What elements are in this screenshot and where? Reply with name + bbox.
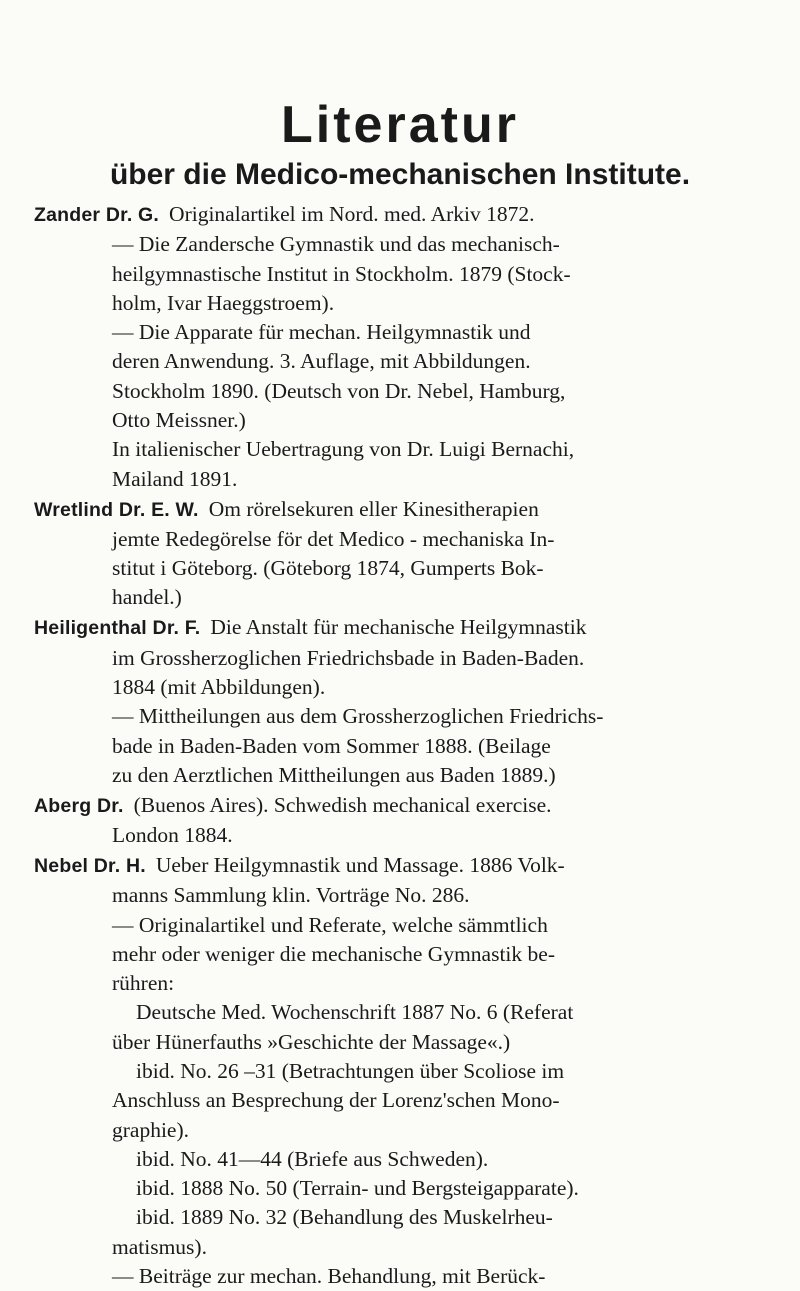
entry-line: — Die Zandersche Gymnastik und das mechanisch- [112,232,560,257]
entry-line: ibid. No. 41—44 (Briefe aus Schweden). [136,1146,489,1171]
entry-line: Deutsche Med. Wochenschrift 1887 No. 6 (Referat [136,1000,574,1025]
entry-line: holm, Ivar Haeggstroem). [112,290,335,315]
entry-text: Om rörelsekuren eller Kinesitherapien [208,496,539,521]
entry-text: Originalartikel im Nord. med. Arkiv 1872. [169,202,535,226]
entry-line: — Originalartikel und Referate, welche sämmtlich [112,912,548,937]
entry-line: Mailand 1891. [112,466,238,491]
entry-line: mehr oder weniger die mechanische Gymnastik be- [112,941,555,966]
entry-line: — Die Apparate für mechan. Heilgymnastik und [112,320,531,345]
entry-line: über Hünerfauths »Geschichte der Massage«.) [112,1029,511,1054]
entry-author: Heiligenthal Dr. F. [34,617,201,640]
bibliography-entry-nebel [34,851,774,1291]
bibliography-entry-zander [34,200,774,494]
entry-author: Nebel Dr. H. [34,854,146,877]
entry-line: handel.) [112,585,182,610]
entry-line: 1884 (mit Abbildungen). [112,674,326,699]
entry-author: Wretlind Dr. E. W. [34,498,199,521]
entry-line: — Beiträge zur mechan. Behandlung, mit Berück- [112,1264,546,1289]
bibliography-entry-heiligenthal [34,613,774,790]
entry-line [34,495,774,525]
entry-line: deren Anwendung. 3. Auflage, mit Abbildungen. [112,349,531,374]
entry-line: matismus). [112,1234,207,1259]
entry-line: bade in Baden-Baden vom Sommer 1888. (Beilage [112,733,551,758]
entry-author: Zander Dr. G. [34,204,160,226]
entry-line: jemte Redegörelse för det Medico - mechaniska In- [112,526,555,551]
bibliography-entry-wretlind [34,495,774,613]
page-title: Literatur [281,96,519,154]
entry-text: (Buenos Aires). Schwedish mechanical exercise. [133,792,552,817]
entry-text: Ueber Heilgymnastik und Massage. 1886 Volk- [155,852,565,877]
entry-line: London 1884. [112,823,233,848]
entry-line [34,791,774,821]
entry-line: heilgymnastische Institut in Stockholm. 1879 (Stock- [112,261,571,286]
bibliography-entry-aberg [34,791,774,851]
entry-line: ibid. No. 26 –31 (Betrachtungen über Scoliose im [136,1058,565,1083]
entry-line: In italienischer Uebertragung von Dr. Luigi Bernachi, [112,437,575,462]
entry-line: graphie). [112,1117,190,1142]
bibliography-list [34,200,774,1291]
entry-line: — Mittheilungen aus dem Grossherzoglichen Friedrichs- [112,704,604,729]
page-subtitle: über die Medico-mechanischen Institute. [109,158,691,191]
entry-line: manns Sammlung klin. Vorträge No. 286. [112,883,470,908]
entry-line: zu den Aerztlichen Mittheilungen aus Baden 1889.) [112,762,556,787]
entry-line [34,613,774,643]
entry-line: Otto Meissner.) [112,408,246,433]
entry-line: im Grossherzoglichen Friedrichsbade in Baden-Baden. [112,645,585,670]
entry-author: Aberg Dr. [34,794,124,817]
entry-line: Stockholm 1890. (Deutsch von Dr. Nebel, Hamburg, [112,378,566,403]
entry-line: stitut i Göteborg. (Göteborg 1874, Gumperts Bok- [112,556,544,581]
entry-line: ibid. 1888 No. 50 (Terrain- und Bergsteigapparate). [136,1176,579,1201]
entry-line [34,200,774,230]
entry-line: Anschluss an Besprechung der Lorenz'schen Mono- [112,1088,560,1113]
entry-line: rühren: [112,971,175,996]
entry-text: Die Anstalt für mechanische Heilgymnastik [210,615,587,640]
entry-line: ibid. 1889 No. 32 (Behandlung des Muskelrheu- [136,1205,553,1230]
entry-line [34,851,774,881]
